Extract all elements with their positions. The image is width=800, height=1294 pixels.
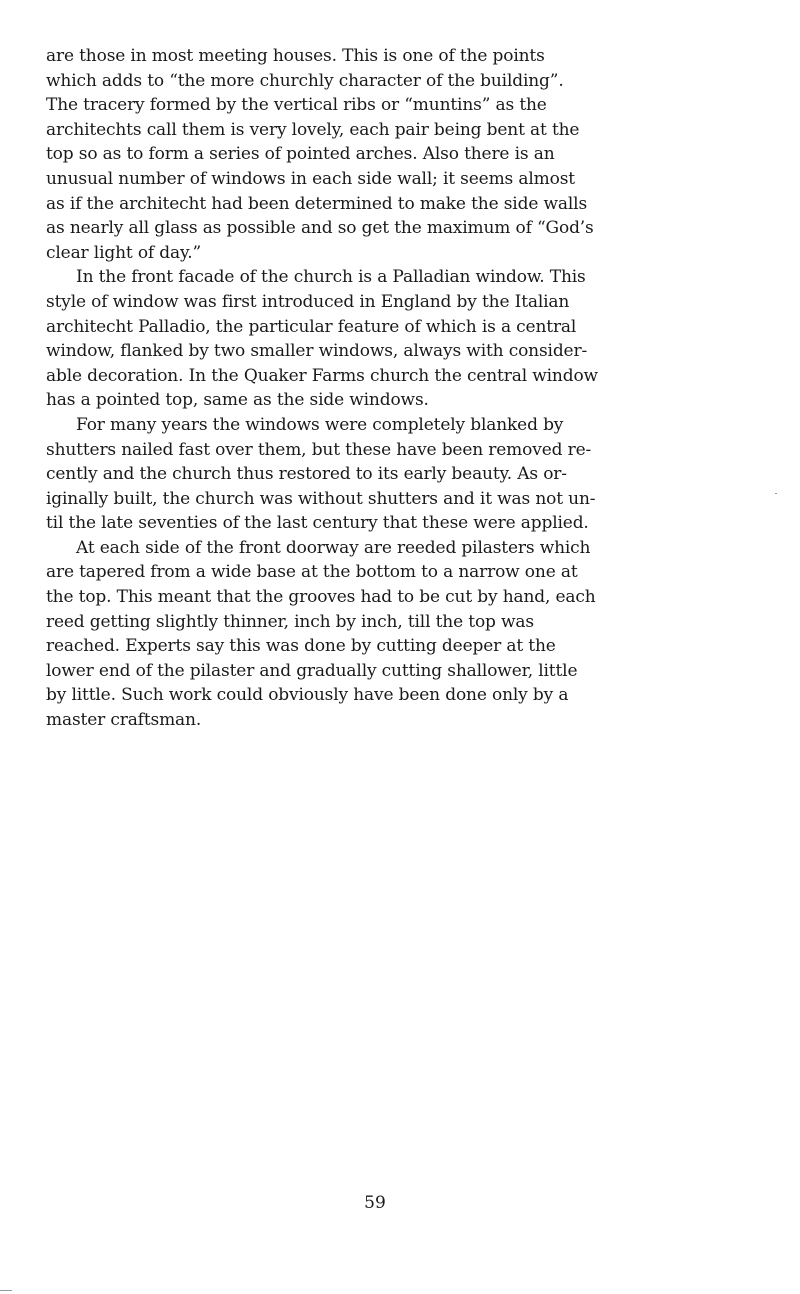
scan-mark (775, 493, 777, 494)
text-line: clear light of day.” (46, 242, 202, 263)
text-line: architecht Palladio, the particular feature of which is a central (46, 316, 577, 337)
text-line: At each side of the front doorway are reeded pilasters which (76, 537, 591, 558)
text-line: by little. Such work could obviously have been done only by a (46, 685, 569, 706)
page-number: 59 (364, 1193, 386, 1213)
text-line: til the late seventies of the last century that these were applied. (46, 513, 589, 534)
text-line: are those in most meeting houses. This is one of the points (46, 46, 545, 66)
text-line: the top. This meant that the grooves had to be cut by hand, each (46, 587, 596, 608)
text-line: shutters nailed fast over them, but these have been removed re- (46, 439, 592, 460)
text-line: top so as to form a series of pointed arches. Also there is an (46, 144, 555, 165)
scan-mark (0, 1290, 12, 1291)
text-line: In the front facade of the church is a Palladian window. This (76, 267, 586, 288)
body-text (46, 44, 746, 733)
text-line: lower end of the pilaster and gradually cutting shallower, little (46, 660, 578, 681)
text-line: which adds to “the more churchly character of the building”. (46, 70, 564, 91)
text-line: architechts call them is very lovely, each pair being bent at the (46, 119, 580, 140)
text-line: window, flanked by two smaller windows, always with consider- (46, 341, 588, 362)
text-line: unusual number of windows in each side wall; it seems almost (46, 168, 575, 189)
text-line: reed getting slightly thinner, inch by inch, till the top was (46, 611, 534, 632)
text-line: as if the architecht had been determined to make the side walls (46, 193, 588, 214)
text-line: as nearly all glass as possible and so get the maximum of “God’s (46, 218, 594, 239)
text-line: are tapered from a wide base at the bottom to a narrow one at (46, 562, 578, 583)
text-line: style of window was first introduced in England by the Italian (46, 291, 570, 312)
text-line: iginally built, the church was without shutters and it was not un- (46, 488, 596, 509)
text-line: reached. Experts say this was done by cutting deeper at the (46, 636, 556, 657)
text-line: has a pointed top, same as the side windows. (46, 390, 429, 411)
text-line: cently and the church thus restored to its early beauty. As or- (46, 464, 567, 485)
text-line: master craftsman. (46, 710, 202, 731)
text-line: able decoration. In the Quaker Farms church the central window (46, 365, 598, 386)
text-line: The tracery formed by the vertical ribs or “muntins” as the (46, 95, 547, 116)
text-line: For many years the windows were completely blanked by (76, 414, 564, 435)
